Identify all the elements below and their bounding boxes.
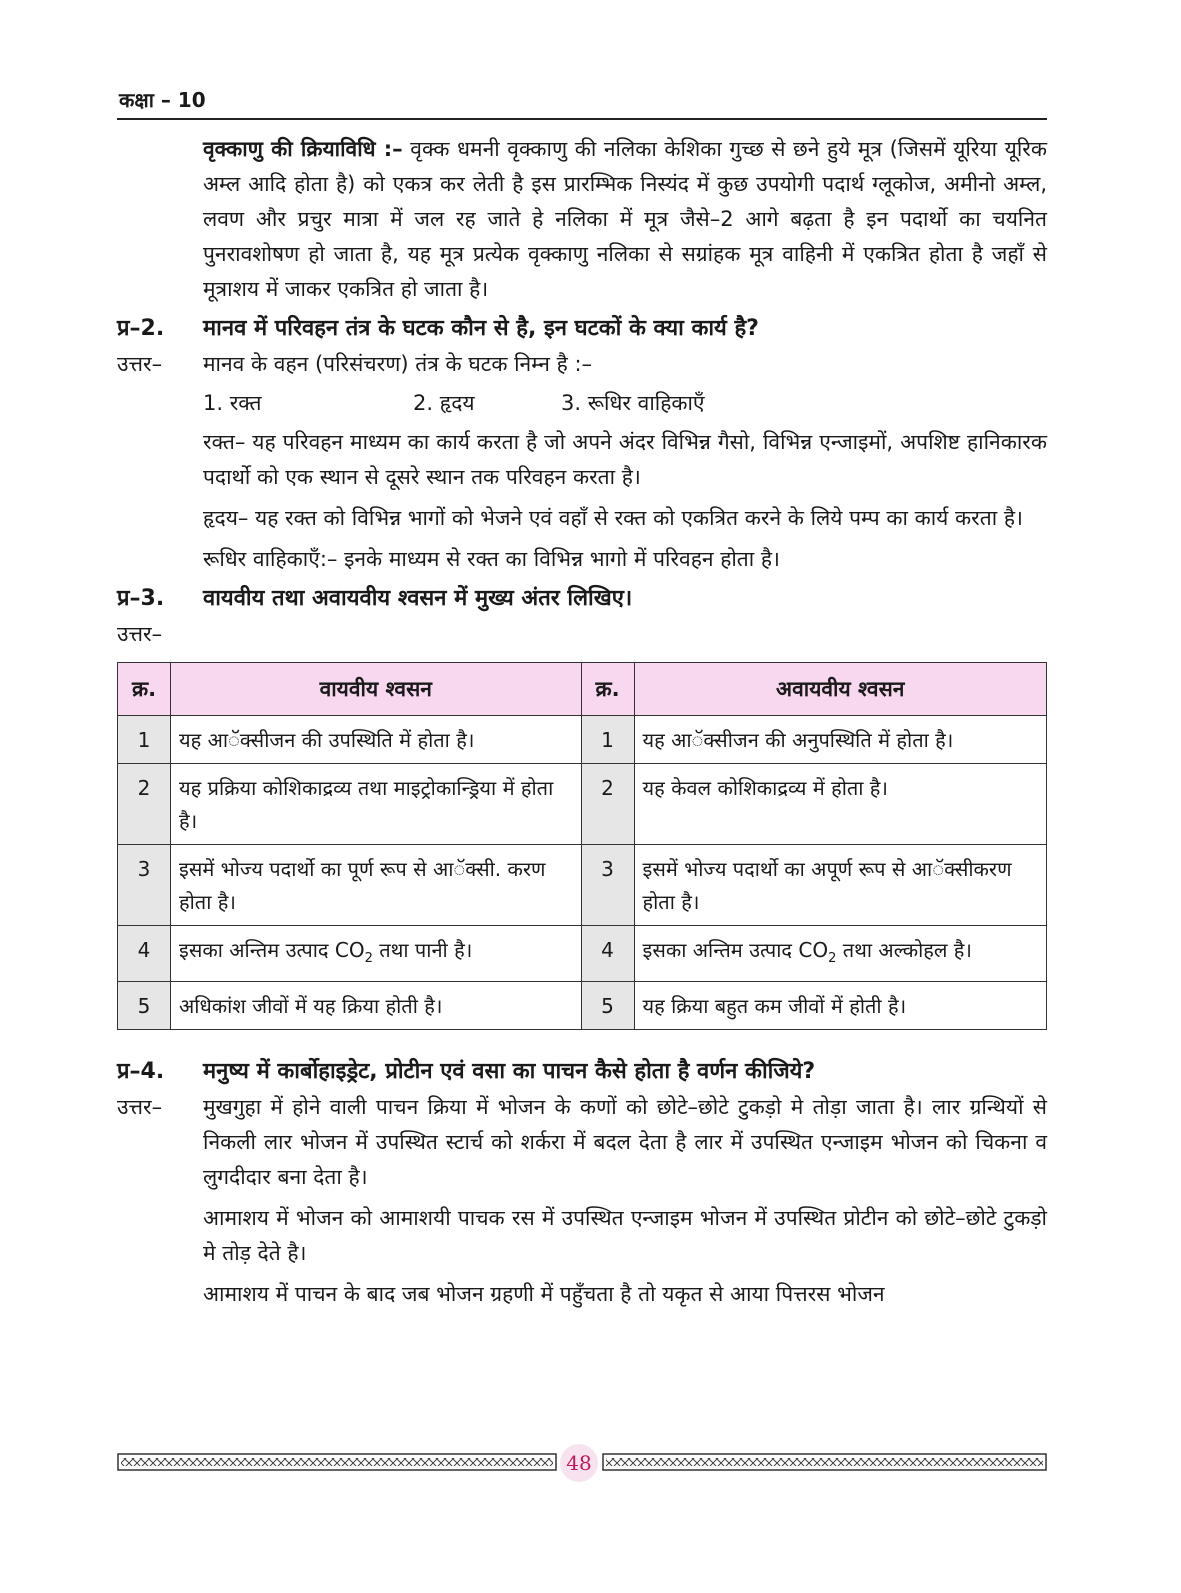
anaerobic-cell: यह क्रिया बहुत कम जीवों में होती है। xyxy=(634,982,1047,1030)
answer-2-label: उत्तर– xyxy=(117,352,163,376)
row-number: 3 xyxy=(118,845,171,926)
page-footer xyxy=(117,1447,1047,1477)
aerobic-cell: यह प्रक्रिया कोशिकाद्रव्य तथा माइट्रोकान्ड्रिया में होता है। xyxy=(171,764,582,845)
class-header: कक्षा – 10 xyxy=(119,88,206,112)
circulatory-components-list xyxy=(203,386,1047,421)
table-row xyxy=(118,845,1047,926)
answer-4-paragraph-3: आमाशय में पाचन के बाद जब भोजन ग्रहणी में पहुँचता है तो यकृत से आया पित्तरस भोजन xyxy=(203,1282,885,1306)
row-number: 1 xyxy=(118,716,171,764)
answer-4-label: उत्तर– xyxy=(117,1095,163,1119)
page-number: 48 xyxy=(560,1444,598,1482)
aerobic-cell: इसका अन्तिम उत्पाद $CO_2$ तथा पानी है। xyxy=(171,926,582,982)
row-number: 2 xyxy=(118,764,171,845)
row-number: 5 xyxy=(581,982,634,1030)
answer-4-paragraph-1: मुखगुहा में होने वाली पाचन क्रिया में भोजन के कणों को छोटे–छोटे टुकड़ो मे तोड़ा जाता है। लार ग्रन्थियों से निकली लार भोजन में उपस्थित स्टार्च को शर्करा में बदल देता है लार में उपस्थित एन्जाइम भोजन को चिकना व लुगदीदार बना देता है। xyxy=(203,1095,1047,1189)
table-row xyxy=(118,926,1047,982)
blood-paragraph: रक्त– यह परिवहन माध्यम का कार्य करता है जो अपने अंदर विभिन्न गैसो, विभिन्न एन्जाइमों, अपशिष्ट हानिकारक पदार्थो को एक स्थान से दूसरे स्थान तक परिवहन करता है। xyxy=(203,430,1047,489)
list-item: 2. हृदय xyxy=(413,391,475,415)
page-content xyxy=(117,132,1047,1312)
question-3-number: प्र–3. xyxy=(117,586,165,611)
table-header-row xyxy=(118,663,1047,716)
answer-3 xyxy=(117,617,1047,652)
table-row xyxy=(118,982,1047,1030)
aerobic-cell: इसमें भोज्य पदार्थो का पूर्ण रूप से आॅक्सी. करण होता है। xyxy=(171,845,582,926)
col-header-serial: क्र. xyxy=(118,663,171,716)
question-2 xyxy=(117,311,1047,347)
nephron-mechanism-text: वृक्क धमनी वृक्काणु की नलिका केशिका गुच्छ से छने हुये मूत्र (जिसमें यूरिया यूरिक अम्ल आदि होता है) को एकत्र कर लेती है इस प्रारम्भिक निस्यंद में कुछ उपयोगी पदार्थ ग्लूकोज, अमीनो अम्ल, लवण और प्रचुर मात्रा में जल रह जाते हे नलिका में मूत्र जैसे–2 आगे बढ़ता है इन पदार्थो का चयनित पुनरावशोषण हो जाता है, यह मूत्र प्रत्येक वृक्काणु नलिका से सग्रांहक मूत्र वाहिनी में एकत्रित होता है जहाँ से मूत्राशय में जाकर एकत्रित हो जाता है। xyxy=(203,137,1047,301)
row-number: 1 xyxy=(581,716,634,764)
question-3 xyxy=(117,581,1047,617)
respiration-comparison-table xyxy=(117,662,1047,1030)
question-2-number: प्र–2. xyxy=(117,316,165,341)
col-header-anaerobic: अवायवीय श्वसन xyxy=(634,663,1047,716)
answer-3-label: उत्तर– xyxy=(117,622,163,646)
list-item: 1. रक्त xyxy=(203,391,262,415)
aerobic-cell: अधिकांश जीवों में यह क्रिया होती है। xyxy=(171,982,582,1030)
table-row xyxy=(118,764,1047,845)
header-rule xyxy=(117,118,1047,120)
row-number: 3 xyxy=(581,845,634,926)
question-3-text: वायवीय तथा अवायवीय श्वसन में मुख्य अंतर लिखिए। xyxy=(203,586,633,611)
table-row xyxy=(118,716,1047,764)
question-4 xyxy=(117,1054,1047,1090)
nephron-mechanism-title: वृक्काणु की क्रियाविधि :– xyxy=(203,137,403,161)
heart-paragraph: हृदय– यह रक्त को विभिन्न भागों को भेजने एवं वहाँ से रक्त को एकत्रित करने के लिये पम्प का कार्य करता है। xyxy=(203,506,1023,530)
answer-4 xyxy=(117,1090,1047,1195)
question-4-number: प्र–4. xyxy=(117,1059,165,1084)
anaerobic-cell: यह आॅक्सीजन की अनुपस्थिति में होता है। xyxy=(634,716,1047,764)
anaerobic-cell: इसमें भोज्य पदार्थो का अपूर्ण रूप से आॅक्सीकरण होता है। xyxy=(634,845,1047,926)
col-header-serial: क्र. xyxy=(581,663,634,716)
aerobic-cell: यह आॅक्सीजन की उपस्थिति में होता है। xyxy=(171,716,582,764)
col-header-aerobic: वायवीय श्वसन xyxy=(171,663,582,716)
row-number: 4 xyxy=(118,926,171,982)
question-4-text: मनुष्य में कार्बोहाइड्रेट, प्रोटीन एवं वसा का पाचन कैसे होता है वर्णन कीजिये? xyxy=(203,1059,816,1084)
blood-vessels-paragraph: रूधिर वाहिकाएँ:– इनके माध्यम से रक्त का विभिन्न भागो में परिवहन होता है। xyxy=(203,547,780,571)
anaerobic-cell: यह केवल कोशिकाद्रव्य में होता है। xyxy=(634,764,1047,845)
row-number: 2 xyxy=(581,764,634,845)
answer-2 xyxy=(117,347,1047,382)
answer-4-paragraph-2: आमाशय में भोजन को आमाशयी पाचक रस में उपस्थित एन्जाइम भोजन में उपस्थित प्रोटीन को छोटे–छोटे टुकड़ो मे तोड़ देते है। xyxy=(203,1206,1047,1265)
row-number: 4 xyxy=(581,926,634,982)
row-number: 5 xyxy=(118,982,171,1030)
question-2-text: मानव में परिवहन तंत्र के घटक कौन से है, इन घटकों के क्या कार्य है? xyxy=(203,316,759,341)
list-item: 3. रूधिर वाहिकाएँ xyxy=(561,391,705,415)
nephron-mechanism-paragraph xyxy=(203,132,1047,307)
answer-2-intro: मानव के वहन (परिसंचरण) तंत्र के घटक निम्न है :– xyxy=(203,352,593,376)
anaerobic-cell: इसका अन्तिम उत्पाद $CO_2$ तथा अल्कोहल है। xyxy=(634,926,1047,982)
